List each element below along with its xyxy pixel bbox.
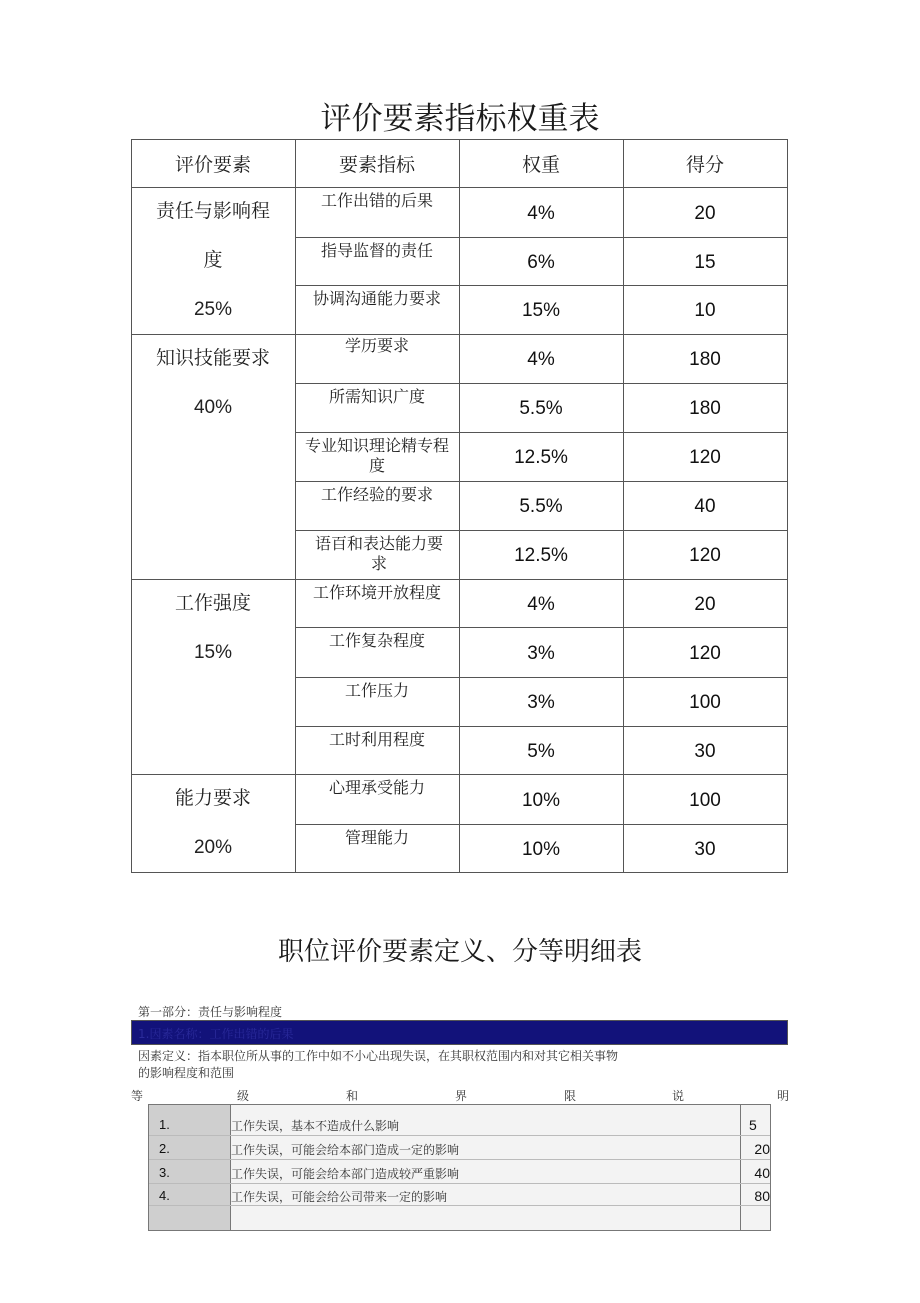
factor-definition [138,1048,698,1082]
section-title: 职位评价要素定义、分等明细表 [277,937,642,967]
score-cell: 180 [689,398,721,419]
level-number: 2. [159,1141,170,1156]
indicator-cell: 心理承受能力 [328,778,425,797]
indicator-cell: 指导监督的责任 [320,241,433,260]
weight-cell: 4% [527,593,555,615]
factor-name: 1.因素名称：工作出错的后果 [138,1027,294,1041]
indicator-cell: 工作环境开放程度 [312,583,441,602]
indicator-cell: 工作压力 [344,681,409,700]
weight-cell: 5.5% [519,496,563,517]
score-cell: 40 [694,496,716,517]
page-title: 评价要素指标权重表 [320,101,600,137]
header-factor: 评价要素 [174,153,251,176]
weight-cell: 5.5% [519,398,563,419]
score-cell: 180 [689,349,721,370]
weight-cell: 5% [527,740,555,762]
weight-cell: 4% [527,202,555,224]
definition-line: 因素定义：指本职位所从事的工作中如不小心出现失误，在其职权范围内和对其它相关事物 [138,1049,619,1063]
group-name: 能力要求 [174,787,251,809]
group-name: 工作强度 [174,592,251,614]
indicator-cell: 专业知识理论精专程度 [304,436,449,475]
level-header-char: 级 [237,1089,250,1103]
group-name-line2: 度 [203,249,223,271]
level-score: 20 [754,1141,770,1157]
indicator-cell: 学历要求 [344,336,409,355]
indicator-cell: 工作复杂程度 [328,631,425,650]
level-header-char: 等 [131,1089,144,1103]
level-header-char: 明 [777,1089,790,1103]
weight-cell: 10% [521,838,561,860]
level-header-char: 和 [346,1089,359,1103]
weight-cell: 15% [521,300,561,321]
indicator-cell: 语百和表达能力要求 [314,534,443,573]
score-cell: 120 [689,545,721,566]
weight-table [131,139,788,873]
group-weight: 15% [193,642,233,663]
group-cell-ability [131,774,295,872]
level-score: 5 [749,1117,757,1133]
group-weight: 25% [193,299,233,320]
indicator-cell: 管理能力 [344,828,409,847]
indicator-cell: 工时利用程度 [328,730,425,749]
score-cell: 30 [694,838,716,860]
level-header-char: 限 [564,1089,577,1103]
level-header-char: 说 [672,1089,685,1103]
level-number: 3. [159,1165,170,1180]
group-cell-intensity [131,579,295,774]
group-cell-knowledge [131,334,295,579]
weight-cell: 10% [521,789,561,811]
header-indicator: 要素指标 [338,153,415,176]
level-desc: 工作失误，可能会给本部门造成较严重影响 [231,1167,460,1181]
score-cell: 100 [689,789,721,811]
indicator-cell: 协调沟通能力要求 [312,289,441,308]
level-header-char: 界 [455,1089,468,1103]
level-number: 1. [159,1117,170,1132]
level-score: 40 [754,1165,770,1181]
header-weight: 权重 [521,153,560,176]
level-score: 80 [754,1188,770,1204]
score-cell: 10 [694,300,716,321]
indicator-cell: 工作经验的要求 [320,485,433,504]
group-weight: 40% [193,397,233,418]
level-number: 4. [159,1188,170,1203]
header-score: 得分 [685,153,724,176]
score-cell: 100 [689,692,721,713]
definition-line: 的影响程度和范围 [138,1066,235,1080]
level-desc: 工作失误，基本不造成什么影响 [231,1119,400,1133]
indicator-cell: 所需知识广度 [328,387,425,406]
score-cell: 20 [694,202,716,224]
weight-cell: 3% [527,692,555,713]
group-name-line1: 责任与影响程 [155,200,270,222]
score-cell: 120 [689,447,721,468]
weight-cell: 12.5% [514,545,568,566]
level-desc: 工作失误，可能会给公司带来一定的影响 [231,1190,448,1204]
group-name: 知识技能要求 [155,347,270,369]
level-table [148,1104,771,1231]
factor-name-bar [131,1020,788,1045]
score-cell: 30 [694,740,716,762]
weight-cell: 12.5% [514,447,568,468]
score-cell: 20 [694,593,716,615]
weight-cell: 3% [527,642,555,664]
group-cell-responsibility [131,187,295,334]
indicator-cell: 工作出错的后果 [320,191,433,210]
score-cell: 120 [689,642,721,664]
level-desc: 工作失误，可能会给本部门造成一定的影响 [231,1143,460,1157]
weight-cell: 4% [527,349,555,370]
weight-cell: 6% [527,251,555,273]
score-cell: 15 [694,251,716,273]
part-label: 第一部分：责任与影响程度 [138,1005,283,1019]
group-weight: 20% [193,837,233,858]
